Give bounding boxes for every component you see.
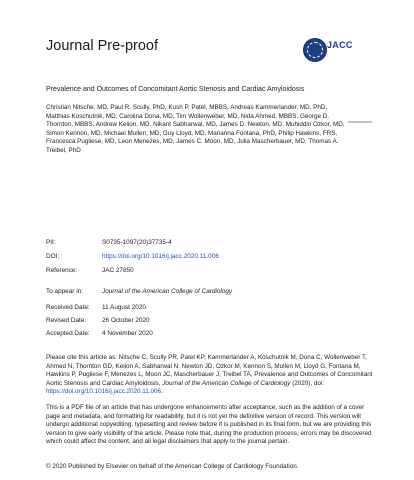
citation-year-doi-prefix: (2020), doi: xyxy=(292,379,325,387)
accepted-value: 4 November 2020 xyxy=(102,330,153,337)
journal-title: Journal Pre-proof xyxy=(46,38,159,54)
revised-value: 26 October 2020 xyxy=(102,317,150,324)
pre-proof-notice: This is a PDF file of an article that has undergone enhancements after acceptance, such as the addition of a cover page and metadata, and formatting for readability, but it is not yet the definitive version of record. This version will undergo additional copyediting, typesetting and review before it is published in its final form, but we are providing this version to give early visibility of the article. Please note that, during the production process, errors may be discovered which could affect the content, and all legal disclaimers that apply to the journal pertain. xyxy=(46,404,372,446)
author-list: Christian Nitsche, MD, Paul R. Scully, PhD, Kush P. Patel, MBBS, Andreas Kammerlander, MD, PhD, Matthias Koschutnik, MD, Carolina Dona, MD, Tim Wollenweber, MD, Nida Ahmed, MBBS, George D. Thornton, MBBS, Andrew Kelion, MD, Nikant Sabharwal, MD, James D. Newton, MD, Muhiddin Ozkor, MD, Simon Kennon, MD, Michael Mullen, MD, Guy Lloyd, MD, Marianna Fontana, PhD, Philip Hawkins, FRS, Francesca Pugliese, MD, Leon Menezes, MD, James C. Moon, MD, Julia Mascherbauer, MD, Thomas A. Treibel, PhD xyxy=(46,104,345,154)
seal-ring xyxy=(307,42,323,58)
faint-mark xyxy=(348,121,372,123)
received-label: Received Date: xyxy=(46,304,90,311)
article-title: Prevalence and Outcomes of Concomitant Aortic Stenosis and Cardiac Amyloidosis xyxy=(46,86,305,93)
appear-in-value: Journal of the American College of Cardiology xyxy=(102,288,233,295)
accepted-label: Accepted Date: xyxy=(46,330,90,337)
received-value: 11 August 2020 xyxy=(102,304,146,311)
copyright-line: © 2020 Published by Elsevier on behalf of the American College of Cardiology Foundation. xyxy=(46,463,299,470)
citation-doi-link[interactable]: https://doi.org/10.1016/j.jacc.2020.11.006 xyxy=(46,388,162,396)
pii-label: PII: xyxy=(46,239,56,246)
doi-label: DOI: xyxy=(46,253,60,260)
appear-in-label: To appear in: xyxy=(46,288,83,295)
reference-value: JAC 27850 xyxy=(102,267,134,274)
reference-label: Reference: xyxy=(46,267,78,274)
jacc-seal-icon xyxy=(303,38,327,62)
citation-end: . xyxy=(161,388,163,396)
revised-label: Revised Date: xyxy=(46,317,87,324)
doi-link[interactable]: https://doi.org/10.1016/j.jacc.2020.11.006 xyxy=(102,253,219,260)
pii-value: S0735-1097(20)37735-4 xyxy=(102,239,172,246)
citation-journal: Journal of the American College of Cardiology xyxy=(162,379,291,387)
jacc-logo-text: JACC xyxy=(327,40,353,50)
citation-text: Please cite this article as: Nitsche C, Scully PR, Patel KP, Kammerlander A, Koschutnik M, Dona C, Wollenweber T, Ahmed N, Thornton GD, Kelion A, Sabharwal N, Newton JD, Ozkor M, Kennon S, Mullen M, Lloyd G, Fontana M, Hawkins P, Pugliese F, Menezes L, Moon JC, Mascherbauer J, Treibel TA, Prevalence and Outcomes of Concomitant Aortic Stenosis and Cardiac Amyloidosis, xyxy=(46,354,373,387)
citation-block xyxy=(46,354,376,397)
